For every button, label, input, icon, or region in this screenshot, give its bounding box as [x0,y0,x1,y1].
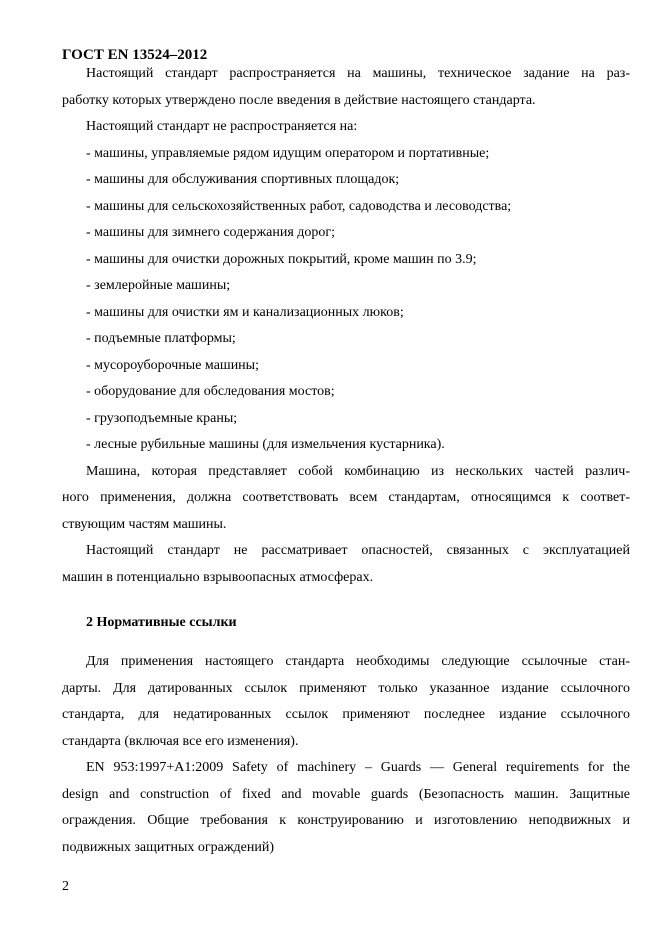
text-line: ствующим частям машины. [62,516,227,532]
text-line: Настоящий стандарт не рассматривает опасностей, связанных с эксплуатацией [86,543,630,558]
paragraph-block-scope [62,61,630,591]
text-line: - оборудование для обследования мостов; [86,384,335,399]
text-line: ограждения. Общие требования к конструированию и изготовлению неподвижных и [62,813,630,828]
text-line: - лесные рубильные машины (для измельчения кустарника). [86,437,445,452]
text-line: стандарта, для недатированных ссылок применяют последнее издание ссылочного [62,707,630,722]
text-line: ного применения, должна соответствовать всем стандартам, относящимся к соответ- [62,490,630,505]
text-line: - машины, управляемые рядом идущим оператором и портативные; [86,145,490,161]
section-heading: 2 Нормативные ссылки [86,615,237,630]
text-line: дарты. Для датированных ссылок применяют только указанное издание ссылочного [62,680,630,696]
text-line: - мусороуборочные машины; [86,357,259,373]
paragraph-block-references [62,649,630,861]
text-line: Настоящий стандарт распространяется на машины, техническое задание на раз- [86,66,630,81]
text-line: Настоящий стандарт не распространяется на: [86,119,358,134]
text-line: Для применения настоящего стандарта необходимы следующие ссылочные стан- [86,654,630,669]
text-line: - машины для зимнего содержания дорог; [86,225,336,240]
text-line: - машины для обслуживания спортивных площадок; [86,172,400,187]
text-line: - машины для сельскохозяйственных работ, садоводства и лесоводства; [86,198,512,214]
text-line: Машина, которая представляет собой комбинацию из нескольких частей различ- [86,463,630,479]
text-line: design and construction of fixed and movable guards (Безопасность машин. Защитные [62,786,630,802]
text-line: машин в потенциально взрывоопасных атмосферах. [62,569,374,585]
document-header: ГОСТ EN 13524–2012 [62,47,208,63]
text-line: - землеройные машины; [86,278,231,293]
text-line: - подъемные платформы; [86,331,236,346]
text-line: - машины для очистки дорожных покрытий, кроме машин по 3.9; [86,251,477,267]
text-line: работку которых утверждено после введения в действие настоящего стандарта. [62,92,536,108]
page-number: 2 [62,879,69,894]
text-line: подвижных защитных ограждений) [62,839,275,855]
text-line: стандарта (включая все его изменения). [62,733,299,749]
text-line: - грузоподъемные краны; [86,410,238,426]
text-line: EN 953:1997+A1:2009 Safety of machinery – Guards — General requirements for the [86,760,630,775]
text-line: - машины для очистки ям и канализационных люков; [86,304,404,320]
